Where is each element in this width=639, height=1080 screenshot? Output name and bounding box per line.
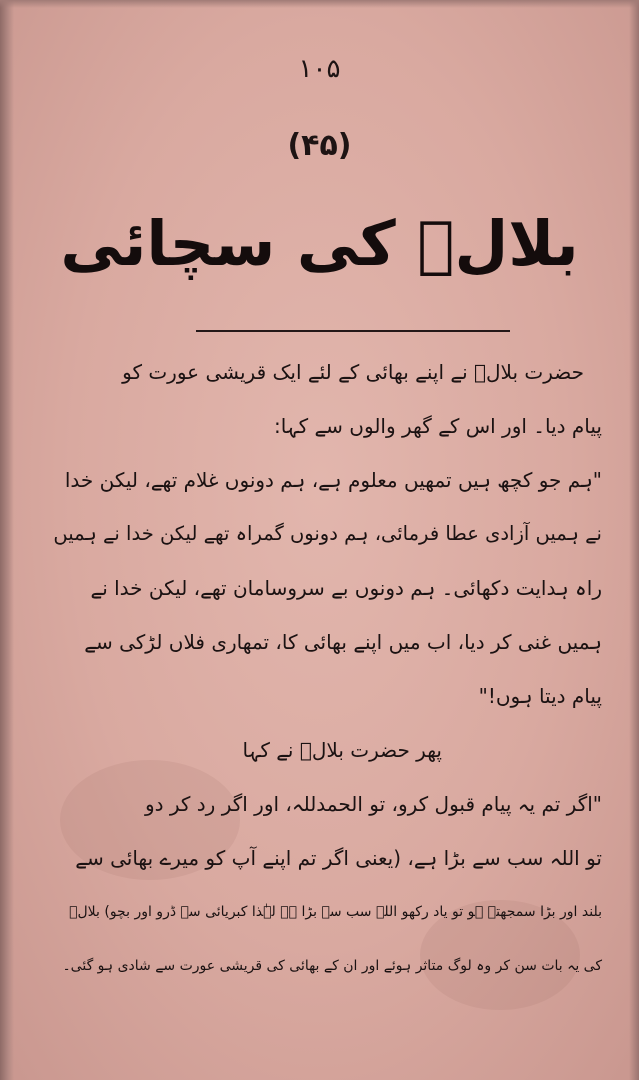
page-edge-top	[0, 0, 639, 8]
text-line: پھر حضرت بلالؓ نے کہا	[242, 738, 442, 762]
text-line: تو اللہ سب سے بڑا ہے، (یعنی اگر تم اپنے آپ کو میرے بھائی سے	[75, 846, 602, 870]
text-line: ہمیں غنی کر دیا، اب میں اپنے بھائی کا، تمھاری فلاں لڑکی سے	[84, 630, 602, 654]
text-line: کی یہ بات سن کر وہ لوگ متاثر ہوئے اور ان کے بھائی کی قریشی عورت سے شادی ہو گئی۔	[62, 958, 602, 974]
text-line: نے ہمیں آزادی عطا فرمائی، ہم دونوں گمراہ تھے لیکن خدا نے ہمیں	[53, 522, 602, 545]
text-line: پیام دیا۔ اور اس کے گھر والوں سے کہا:	[274, 414, 602, 438]
text-line: راہ ہدایت دکھائی۔ ہم دونوں بے سروسامان تھے، لیکن خدا نے	[90, 576, 602, 600]
text-line: حضرت بلالؓ نے اپنے بھائی کے لئے ایک قریشی عورت کو	[122, 360, 584, 384]
text-line: بلند اور بڑا سمجھتے ہو تو یاد رکھو اللہ سب سے بڑا ہے لہٰذا کبریائی سے ڈرو اور بچو) بلالؓ	[69, 904, 602, 920]
body-text	[52, 345, 602, 993]
text-line: "اگر تم یہ پیام قبول کرو، تو الحمدللہ، اور اگر رد کر دو	[144, 792, 602, 816]
chapter-title: بلالؓ کی سچائی	[60, 207, 579, 280]
chapter-number: (۴۵)	[287, 128, 352, 163]
page-number: ۱۰۵	[298, 54, 341, 84]
text-line: "ہم جو کچھ ہیں تمھیں معلوم ہے، ہم دونوں غلام تھے، لیکن خدا	[64, 468, 602, 492]
text-line: پیام دیتا ہوں!"	[478, 684, 602, 708]
title-underline	[196, 330, 510, 332]
